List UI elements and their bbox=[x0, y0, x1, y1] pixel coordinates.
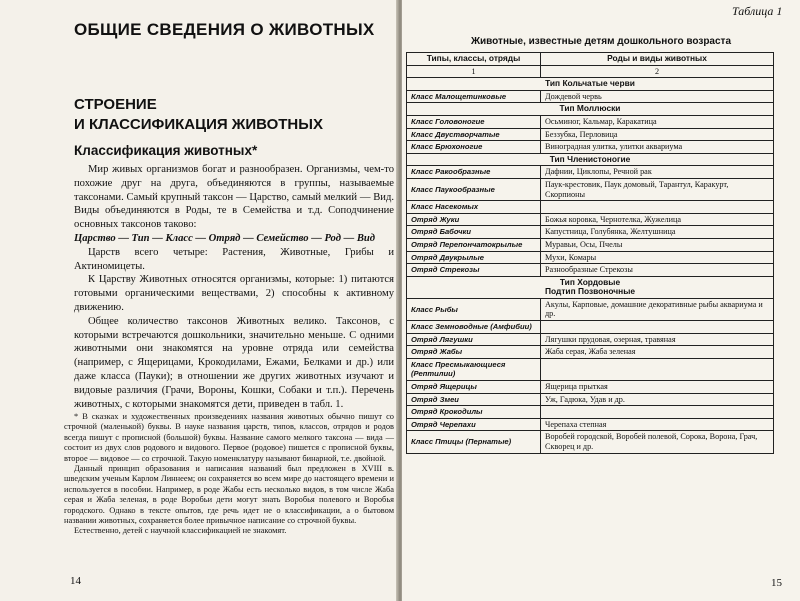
table-caption: Животные, известные детям дошкольного возраста bbox=[470, 36, 732, 47]
species-cell: Черепаха степная bbox=[541, 418, 774, 431]
taxon-cell: Класс Малощетинковые bbox=[407, 90, 541, 103]
taxon-group-row bbox=[407, 276, 774, 298]
species-cell: Акулы, Карповые, домашние декоративные рыбы аквариума и др. bbox=[541, 298, 774, 320]
species-cell: Муравьи, Осы, Пчелы bbox=[541, 238, 774, 251]
table-row bbox=[407, 346, 774, 359]
species-cell: Осьминог, Кальмар, Каракатица bbox=[541, 115, 774, 128]
taxon-cell: Класс Ракообразные bbox=[407, 166, 541, 179]
species-cell: Мухи, Комары bbox=[541, 251, 774, 264]
table-row bbox=[407, 213, 774, 226]
taxon-cell: Класс Земноводные (Амфибии) bbox=[407, 321, 541, 334]
taxon-cell: Класс Двустворчатые bbox=[407, 128, 541, 141]
taxon-cell: Класс Паукообразные bbox=[407, 178, 541, 200]
taxon-type-label: Тип Моллюски bbox=[559, 103, 621, 114]
column-number: 1 bbox=[407, 65, 541, 78]
species-cell bbox=[541, 201, 774, 214]
column-header: Типы, классы, отряды bbox=[407, 53, 541, 66]
table-row bbox=[407, 166, 774, 179]
section-heading-line2: И КЛАССИФИКАЦИЯ ЖИВОТНЫХ bbox=[74, 116, 323, 133]
taxon-cell: Отряд Перепончатокрылые bbox=[407, 238, 541, 251]
taxon-cell: Отряд Жуки bbox=[407, 213, 541, 226]
body-text bbox=[74, 163, 394, 411]
table-number-row bbox=[407, 65, 774, 78]
chapter-title: ОБЩИЕ СВЕДЕНИЯ О ЖИВОТНЫХ bbox=[74, 20, 375, 39]
paragraph: Царств всего четыре: Растения, Животные, Грибы и Актиномицеты. bbox=[74, 246, 394, 272]
page-number-left: 14 bbox=[70, 575, 81, 587]
taxon-cell: Отряд Бабочки bbox=[407, 226, 541, 239]
taxon-cell: Класс Головоногие bbox=[407, 115, 541, 128]
taxon-cell: Класс Птицы (Пернатые) bbox=[407, 431, 541, 453]
footnote-paragraph: Естественно, детей с научной классификацией не знакомят. bbox=[74, 526, 287, 536]
table-row bbox=[407, 381, 774, 394]
taxon-cell: Класс Пресмыкающиеся (Рептилии) bbox=[407, 358, 541, 380]
paragraph: Общее количество таксонов Животных велико. Таксонов, с которыми встречаются дошкольники, значительно меньше. С одними животными они знакомятся на уровне отряда или семейства (например, с Ящерицами, Крокодилами, Ежами, Белками и др.) или даже класса (Пауки); в отношении же других животных изучают и видовые различия (Грачи, Вороны, Кошки, Собаки и т.п.). Перечень животных, с которыми знакомятся дети, приведен в табл. 1. bbox=[74, 315, 394, 410]
section-heading bbox=[74, 95, 323, 135]
taxon-cell: Отряд Змеи bbox=[407, 393, 541, 406]
table-header-row bbox=[407, 53, 774, 66]
column-number: 2 bbox=[541, 65, 774, 78]
species-cell bbox=[541, 321, 774, 334]
taxon-type-label: Тип Членистоногие bbox=[549, 153, 631, 164]
table-row bbox=[407, 276, 774, 298]
taxon-group-row bbox=[407, 153, 774, 166]
table-row bbox=[407, 238, 774, 251]
species-cell: Беззубка, Перловица bbox=[541, 128, 774, 141]
table-row bbox=[407, 431, 774, 453]
taxon-subtype-label: Подтип Позвоночные bbox=[544, 286, 635, 297]
table-row bbox=[407, 141, 774, 154]
footnote-paragraph: Данный принцип образования и написания названий был предложен в XVIII в. шведским ученым Карлом Линнеем; он сохраняется во всем мире до настоящего времени и используется в пособии. Например, в роде Жабы есть несколько видов, в том числе Жаба серая и Жаба зеленая, в роде Воробьи дети могут знать Воробья полевого и Воробья городского. Однако в тексте опытов, где речь идет не о классификации, а о бытовом названии животных, сохраняется более привычное написание со строчной буквы. bbox=[64, 464, 394, 526]
table-row bbox=[407, 406, 774, 419]
taxon-cell: Отряд Жабы bbox=[407, 346, 541, 359]
species-cell bbox=[541, 406, 774, 419]
species-cell: Жаба серая, Жаба зеленая bbox=[541, 346, 774, 359]
page-number-right: 15 bbox=[771, 577, 782, 589]
species-cell: Божья коровка, Чернотелка, Жужелица bbox=[541, 213, 774, 226]
species-cell: Разнообразные Стрекозы bbox=[541, 264, 774, 277]
table-row bbox=[407, 333, 774, 346]
table-row bbox=[407, 264, 774, 277]
taxon-group-row bbox=[407, 78, 774, 91]
species-cell: Виноградная улитка, улитки аквариума bbox=[541, 141, 774, 154]
species-cell: Капустница, Голубянка, Желтушница bbox=[541, 226, 774, 239]
taxon-cell: Отряд Ящерицы bbox=[407, 381, 541, 394]
table-row bbox=[407, 115, 774, 128]
section-heading-line1: СТРОЕНИЕ bbox=[74, 96, 157, 113]
taxon-group-row bbox=[407, 103, 774, 116]
species-cell: Лягушки прудовая, озерная, травяная bbox=[541, 333, 774, 346]
species-cell bbox=[541, 358, 774, 380]
table-row bbox=[407, 418, 774, 431]
table-row bbox=[407, 321, 774, 334]
taxon-cell: Класс Брюхоногие bbox=[407, 141, 541, 154]
subsection-heading: Классификация животных* bbox=[74, 143, 258, 158]
table-row bbox=[407, 201, 774, 214]
table-row bbox=[407, 251, 774, 264]
table-row bbox=[407, 393, 774, 406]
footnote bbox=[64, 412, 394, 537]
species-cell: Уж, Гадюка, Удав и др. bbox=[541, 393, 774, 406]
table-row bbox=[407, 90, 774, 103]
species-cell: Дафнии, Циклопы, Речной рак bbox=[541, 166, 774, 179]
table-row bbox=[407, 103, 774, 116]
table-row bbox=[407, 78, 774, 91]
taxon-cell: Класс Насекомых bbox=[407, 201, 541, 214]
left-page bbox=[0, 0, 398, 601]
right-page bbox=[402, 0, 800, 601]
table-row bbox=[407, 358, 774, 380]
taxon-type-label: Тип Кольчатые черви bbox=[545, 78, 635, 89]
paragraph: Мир живых организмов богат и разнообразен. Организмы, чем-то похожие друг на друга, объединяются в группы, называемые таксонами. Самый крупный таксон — Царство, самый мелкий — Вид. Виды объединяются в Роды, те в Семейства и т.д. Соподчинение основных таксонов таково: bbox=[74, 164, 394, 231]
table-row bbox=[407, 226, 774, 239]
taxon-cell: Класс Рыбы bbox=[407, 298, 541, 320]
table-row bbox=[407, 298, 774, 320]
species-cell: Паук-крестовик, Паук домовый, Тарантул, Каракурт, Скорпионы bbox=[541, 178, 774, 200]
taxon-cell: Отряд Стрекозы bbox=[407, 264, 541, 277]
paragraph: К Царству Животных относятся организмы, которые: 1) питаются готовыми органическими веществами, 2) способны к активному движению. bbox=[74, 274, 394, 313]
species-cell: Воробей городской, Воробей полевой, Сорока, Ворона, Грач, Скворец и др. bbox=[541, 431, 774, 453]
taxon-cell: Отряд Лягушки bbox=[407, 333, 541, 346]
taxon-type-label: Тип Хордовые bbox=[559, 276, 621, 287]
column-header: Роды и виды животных bbox=[541, 53, 774, 66]
taxon-cell: Отряд Черепахи bbox=[407, 418, 541, 431]
taxon-cell: Отряд Крокодилы bbox=[407, 406, 541, 419]
table-label: Таблица 1 bbox=[732, 4, 783, 18]
animals-table bbox=[406, 52, 774, 454]
taxon-cell: Отряд Двукрылые bbox=[407, 251, 541, 264]
footnote-paragraph: * В сказках и художественных произведениях названия животных обычно пишут со строчной (маленькой) буквы. В науке названия царств, типов, классов, отрядов и родов всегда пишут с прописной (большой) буквы. Название самого мелкого таксона — вида — состоит из двух слов родового и видового. Первое (родовое) пишется с прописной буквы, второе — видовое — со строчной. Такую номенклатуру называют бинарной, т.е. двойной. bbox=[64, 412, 394, 463]
table-row bbox=[407, 178, 774, 200]
table-row bbox=[407, 128, 774, 141]
table-row bbox=[407, 153, 774, 166]
species-cell: Дождевой червь bbox=[541, 90, 774, 103]
taxon-hierarchy: Царство — Тип — Класс — Отряд — Семейство — Род — Вид bbox=[74, 232, 376, 244]
table-body bbox=[407, 78, 774, 453]
species-cell: Ящерица прыткая bbox=[541, 381, 774, 394]
